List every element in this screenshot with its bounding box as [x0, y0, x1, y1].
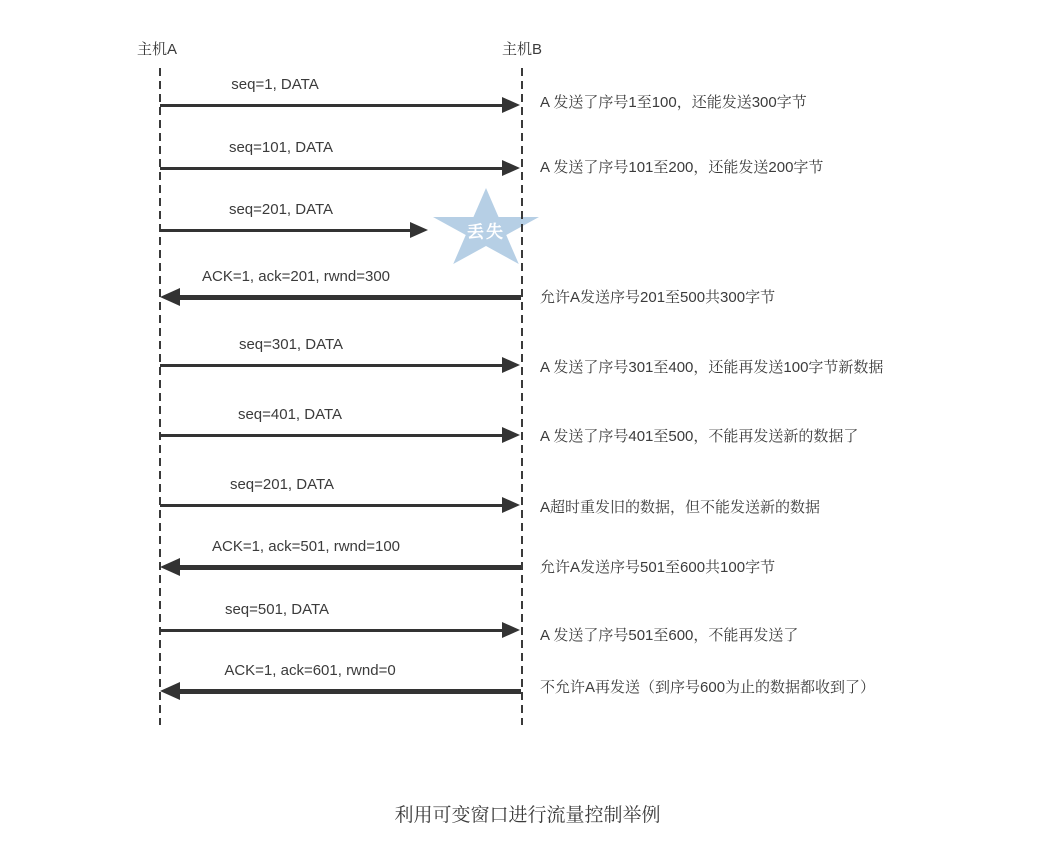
annotation: 允许A发送序号201至500共300字节 [540, 289, 776, 306]
message-seq101-data [160, 139, 520, 179]
message-seq501-data [160, 601, 520, 641]
message-label: seq=401, DATA [237, 406, 343, 423]
message-seq401-data [160, 406, 520, 446]
packet-lost-star [433, 188, 539, 264]
arrow-right-icon [502, 497, 520, 513]
arrow-right-icon [502, 160, 520, 176]
arrow-right-icon [502, 622, 520, 638]
message-ack501 [160, 538, 521, 578]
host-b-label: 主机B [502, 41, 543, 58]
message-label: seq=101, DATA [228, 139, 334, 156]
arrow-left-icon [160, 288, 180, 306]
message-label: seq=1, DATA [231, 76, 319, 93]
annotation: A 发送了序号101至200，还能发送200字节 [540, 159, 824, 176]
message-ack201 [160, 268, 521, 308]
lost-label: 丢失 [467, 222, 505, 242]
arrow-left-icon [160, 682, 180, 700]
lifeline-host-b [521, 68, 523, 725]
arrow-left-icon [160, 558, 180, 576]
annotation: A 发送了序号401至500，不能再发送新的数据了 [540, 428, 859, 445]
arrow-shaft [177, 689, 521, 694]
diagram-caption: 利用可变窗口进行流量控制举例 [394, 805, 661, 826]
arrow-right-icon [502, 357, 520, 373]
arrow-shaft [160, 434, 505, 437]
annotation: 不允许A再发送（到序号600为止的数据都收到了） [540, 679, 876, 696]
annotation: A 发送了序号1至100，还能发送300字节 [540, 94, 807, 111]
message-label: seq=501, DATA [224, 601, 330, 618]
arrow-shaft [160, 629, 505, 632]
arrow-right-icon [502, 97, 520, 113]
arrow-right-icon [502, 427, 520, 443]
arrow-shaft [160, 364, 505, 367]
message-label: seq=301, DATA [238, 336, 344, 353]
arrow-shaft [160, 104, 505, 107]
arrow-shaft [177, 565, 521, 570]
message-label: seq=201, DATA [228, 201, 334, 218]
arrow-shaft [160, 167, 505, 170]
message-seq1-data [160, 76, 520, 116]
message-label: seq=201, DATA [229, 476, 335, 493]
message-label: ACK=1, ack=601, rwnd=0 [224, 662, 396, 679]
annotation: A超时重发旧的数据，但不能发送新的数据 [540, 499, 821, 516]
arrow-shaft [160, 504, 505, 507]
message-seq201-retransmit [160, 476, 520, 516]
annotation: A 发送了序号301至400，还能再发送100字节新数据 [540, 359, 884, 376]
message-seq301-data [160, 336, 520, 376]
message-label: ACK=1, ack=201, rwnd=300 [201, 268, 391, 285]
message-ack601 [160, 662, 521, 702]
message-seq201-data-lost [160, 201, 428, 241]
arrow-shaft [160, 229, 413, 232]
arrow-right-icon [410, 222, 428, 238]
arrow-shaft [177, 295, 521, 300]
annotation: 允许A发送序号501至600共100字节 [540, 559, 776, 576]
message-label: ACK=1, ack=501, rwnd=100 [211, 538, 401, 555]
host-a-label: 主机A [137, 41, 178, 58]
annotation: A 发送了序号501至600，不能再发送了 [540, 627, 799, 644]
